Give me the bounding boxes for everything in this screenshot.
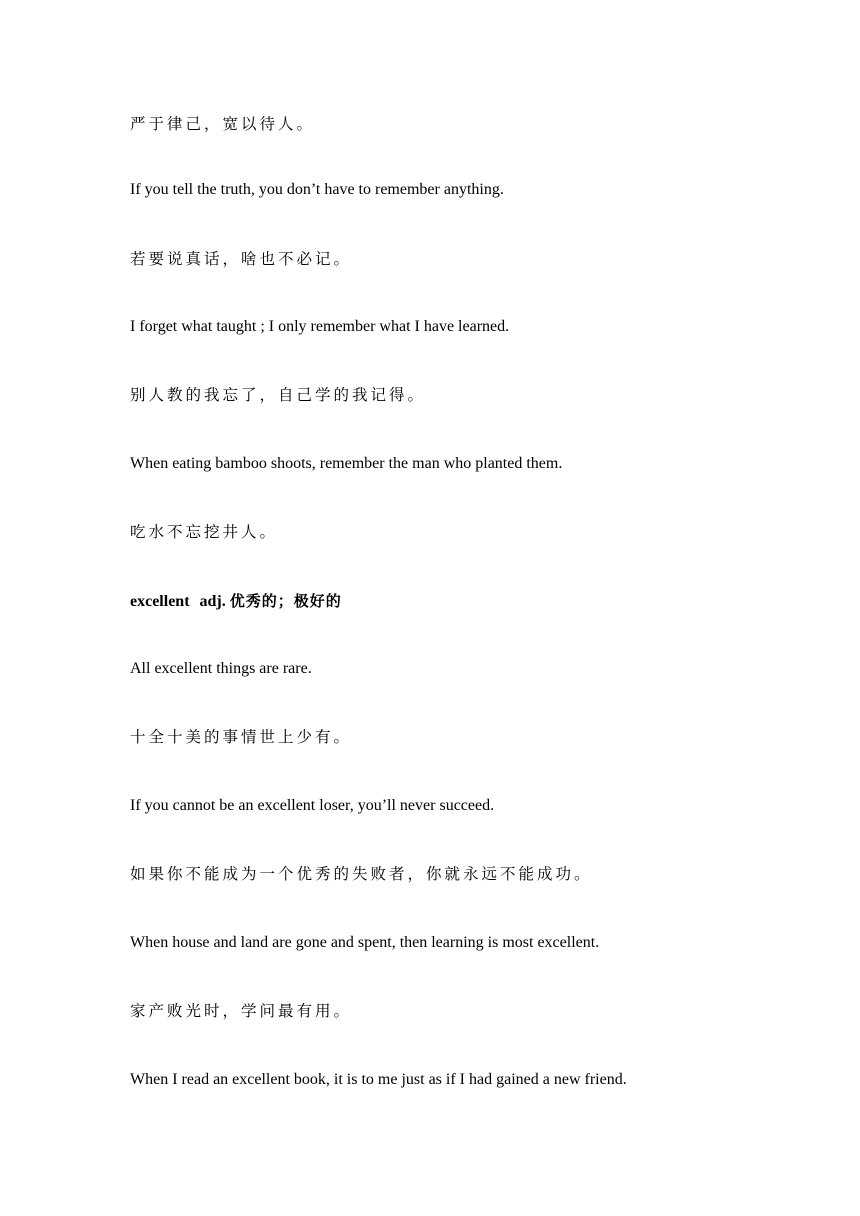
sentence-zh-2: 若要说真话，啥也不必记。 (130, 250, 353, 268)
sentence-zh-7: 家产败光时，学问最有用。 (130, 1002, 353, 1020)
vocab-word: excellent (130, 593, 190, 610)
sentence-en-2: I forget what taught ; I only remember what I have learned. (130, 318, 510, 335)
vocab-part-of-speech: adj. (199, 593, 226, 610)
sentence-en-1: If you tell the truth, you don’t have to remember anything. (130, 181, 504, 198)
sentence-en-4: All excellent things are rare. (130, 660, 312, 677)
vocab-meaning: 优秀的；极好的 (229, 592, 342, 610)
sentence-zh-4: 吃水不忘挖井人。 (130, 523, 279, 541)
sentence-en-6: When house and land are gone and spent, then learning is most excellent. (130, 934, 600, 951)
sentence-en-7: When I read an excellent book, it is to me just as if I had gained a new friend. (130, 1071, 627, 1088)
sentence-zh-1: 严于律己，宽以待人。 (130, 115, 316, 133)
vocab-entry-heading (130, 591, 342, 612)
sentence-en-5: If you cannot be an excellent loser, you’ll never succeed. (130, 797, 495, 814)
sentence-en-3: When eating bamboo shoots, remember the man who planted them. (130, 455, 563, 472)
sentence-zh-5: 十全十美的事情世上少有。 (130, 728, 353, 746)
sentence-zh-6: 如果你不能成为一个优秀的失败者，你就永远不能成功。 (130, 865, 593, 883)
sentence-zh-3: 别人教的我忘了，自己学的我记得。 (130, 386, 427, 404)
